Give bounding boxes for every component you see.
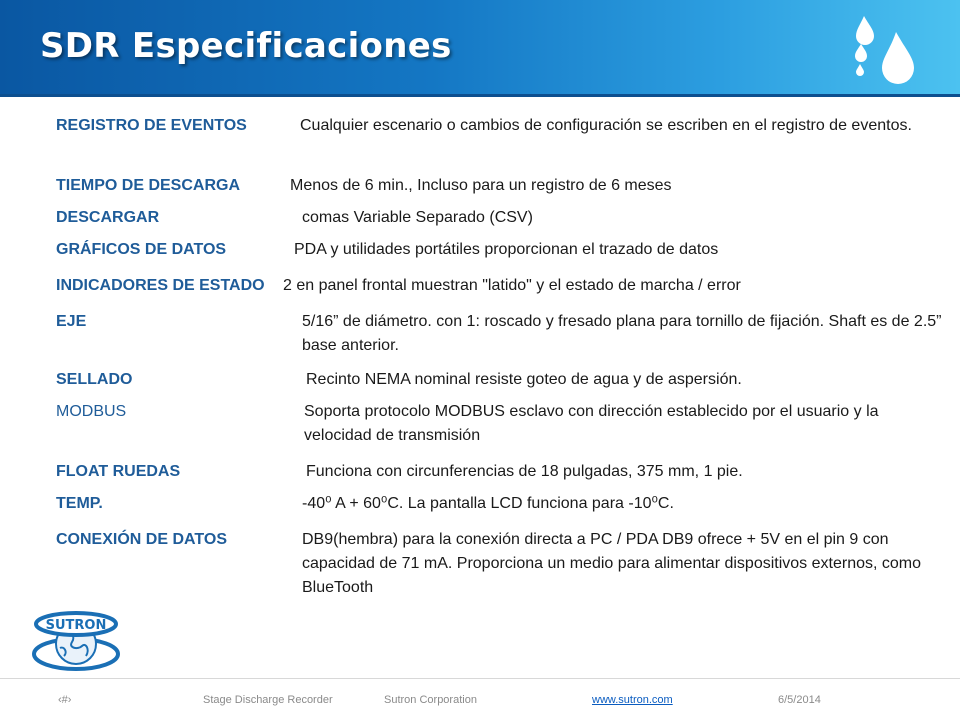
- spec-value: Funciona con circunferencias de 18 pulgadas, 375 mm, 1 pie.: [306, 463, 743, 480]
- spec-value: Soporta protocolo MODBUS esclavo con dirección establecido por el usuario y la velocidad de transmisión: [304, 403, 879, 444]
- spec-value: -40⁰ A + 60⁰C. La pantalla LCD funciona para -10⁰C.: [302, 495, 674, 512]
- slide-title: SDR Especificaciones: [40, 26, 452, 66]
- spec-label: INDICADORES DE ESTADO: [56, 277, 265, 294]
- spec-label: REGISTRO DE EVENTOS: [56, 117, 247, 134]
- spec-label: TIEMPO DE DESCARGA: [56, 177, 241, 194]
- spec-value: Recinto NEMA nominal resiste goteo de agua y de aspersión.: [306, 371, 742, 388]
- footer-date: 6/5/2014: [778, 694, 821, 706]
- spec-value: Menos de 6 min., Incluso para un registro de 6 meses: [290, 177, 672, 194]
- footer-divider: [0, 678, 960, 679]
- spec-value: PDA y utilidades portátiles proporcionan el trazado de datos: [294, 241, 719, 258]
- footer-website-link[interactable]: www.sutron.com: [592, 694, 673, 706]
- spec-value: DB9(hembra) para la conexión directa a PC / PDA DB9 ofrece + 5V en el pin 9 con capacidad de 71 mA. Proporciona un medio para alimentar dispositivos externos, como BlueTooth: [302, 531, 921, 596]
- spec-value: 2 en panel frontal muestran "latido" y el estado de marcha / error: [283, 277, 741, 294]
- spec-label: TEMP.: [56, 495, 103, 512]
- sutron-logo: [30, 610, 122, 672]
- title-bar: [0, 0, 960, 97]
- spec-label: SELLADO: [56, 371, 133, 388]
- spec-label: CONEXIÓN DE DATOS: [56, 531, 227, 548]
- spec-label: EJE: [56, 313, 87, 330]
- spec-label: FLOAT RUEDAS: [56, 463, 181, 480]
- logo-text: SUTRON: [45, 618, 107, 633]
- spec-value: Cualquier escenario o cambios de configuración se escriben en el registro de eventos.: [300, 117, 912, 134]
- slide-number: ‹#›: [58, 694, 72, 706]
- spec-label: DESCARGAR: [56, 209, 160, 226]
- spec-value: comas Variable Separado (CSV): [302, 209, 533, 226]
- footer-product: Stage Discharge Recorder: [203, 694, 333, 706]
- spec-value: 5/16” de diámetro. con 1: roscado y fresado plana para tornillo de fijación. Shaft es de 2.5” base anterior.: [302, 313, 942, 354]
- footer-company: Sutron Corporation: [384, 694, 477, 706]
- spec-label: GRÁFICOS DE DATOS: [56, 241, 227, 258]
- spec-label: MODBUS: [56, 403, 127, 420]
- water-drops-icon: [848, 10, 920, 86]
